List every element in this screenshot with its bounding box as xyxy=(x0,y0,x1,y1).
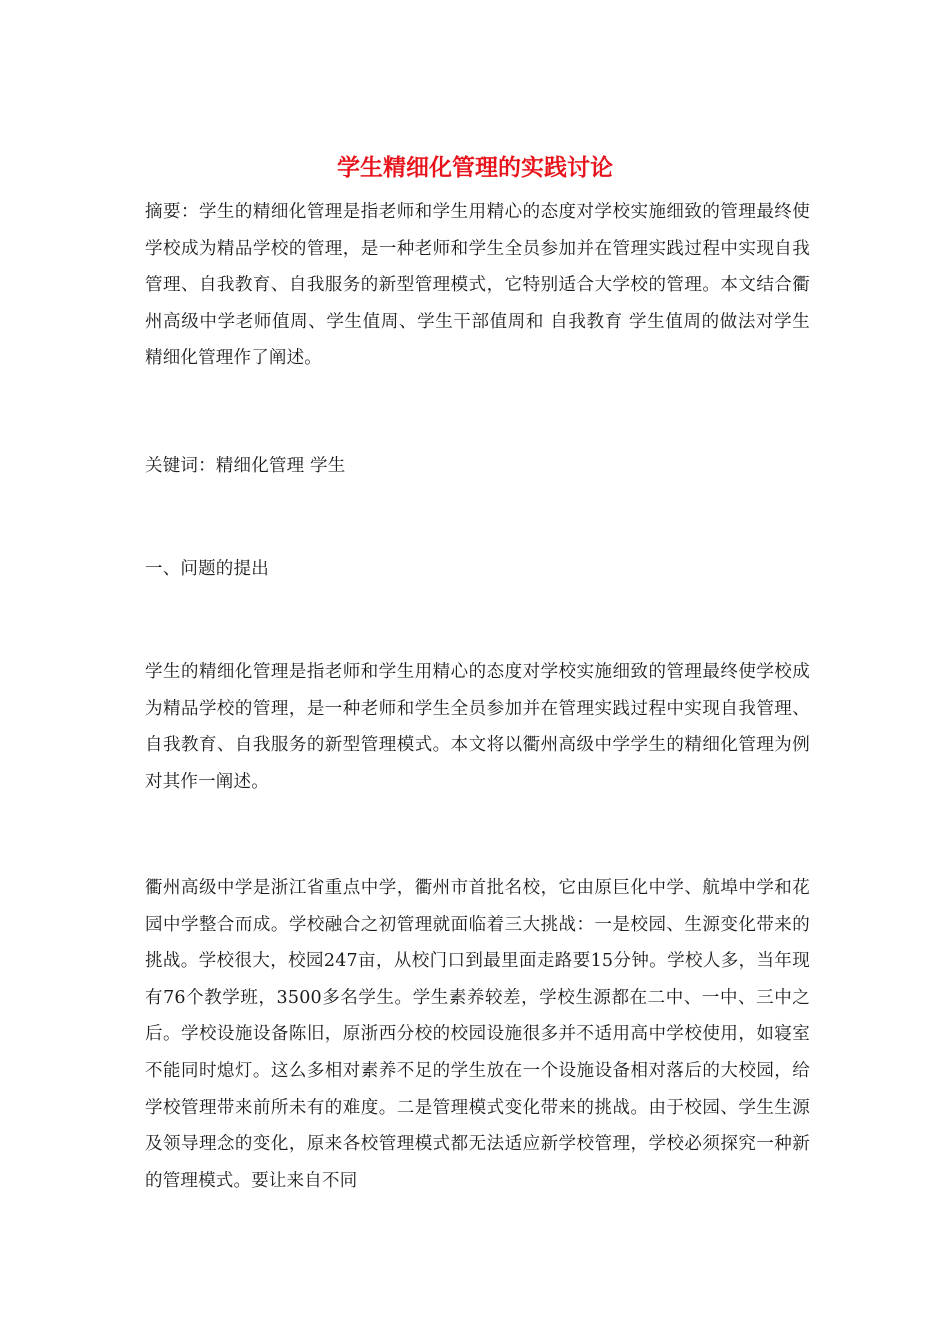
keywords-line: 关键词：精细化管理 学生 xyxy=(145,456,346,476)
abstract-paragraph: 摘要：学生的精细化管理是指老师和学生用精心的态度对学校实施细致的管理最终使学校成为精品学校的管理，是一种老师和学生全员参加并在管理实践过程中实现自我管理、自我教育、自我服务的新型管理模式，它特别适合大学校的管理。本文结合衢州高级中学老师值周、学生值周、学生干部值周和 自我教育 学生值周的做法对学生精细化管理作了阐述。 xyxy=(145,202,810,369)
body-paragraph: 学生的精细化管理是指老师和学生用精心的态度对学校实施细致的管理最终使学校成为精品学校的管理，是一种老师和学生全员参加并在管理实践过程中实现自我管理、自我教育、自我服务的新型管理模式。本文将以衢州高级中学学生的精细化管理为例对其作一阐述。 xyxy=(145,662,810,792)
section-heading: 一、问题的提出 xyxy=(145,559,269,579)
body-paragraph: 衢州高级中学是浙江省重点中学，衢州市首批名校，它由原巨化中学、航埠中学和花园中学整合而成。学校融合之初管理就面临着三大挑战：一是校园、生源变化带来的挑战。学校很大，校园247亩，从校门口到最里面走路要15分钟。学校人多，当年现有76个教学班，3500多名学生。学生素养较差，学校生源都在二中、一中、三中之后。学校设施设备陈旧，原浙西分校的校园设施很多并不适用高中学校使用，如寝室不能同时熄灯。这么多相对素养不足的学生放在一个设施设备相对落后的大校园，给学校管理带来前所未有的难度。二是管理模式变化带来的挑战。由于校园、学生生源及领导理念的变化，原来各校管理模式都无法适应新学校管理，学校必须探究一种新的管理模式。要让来自不同 xyxy=(145,878,810,1191)
document-title: 学生精细化管理的实践讨论 xyxy=(337,154,613,181)
